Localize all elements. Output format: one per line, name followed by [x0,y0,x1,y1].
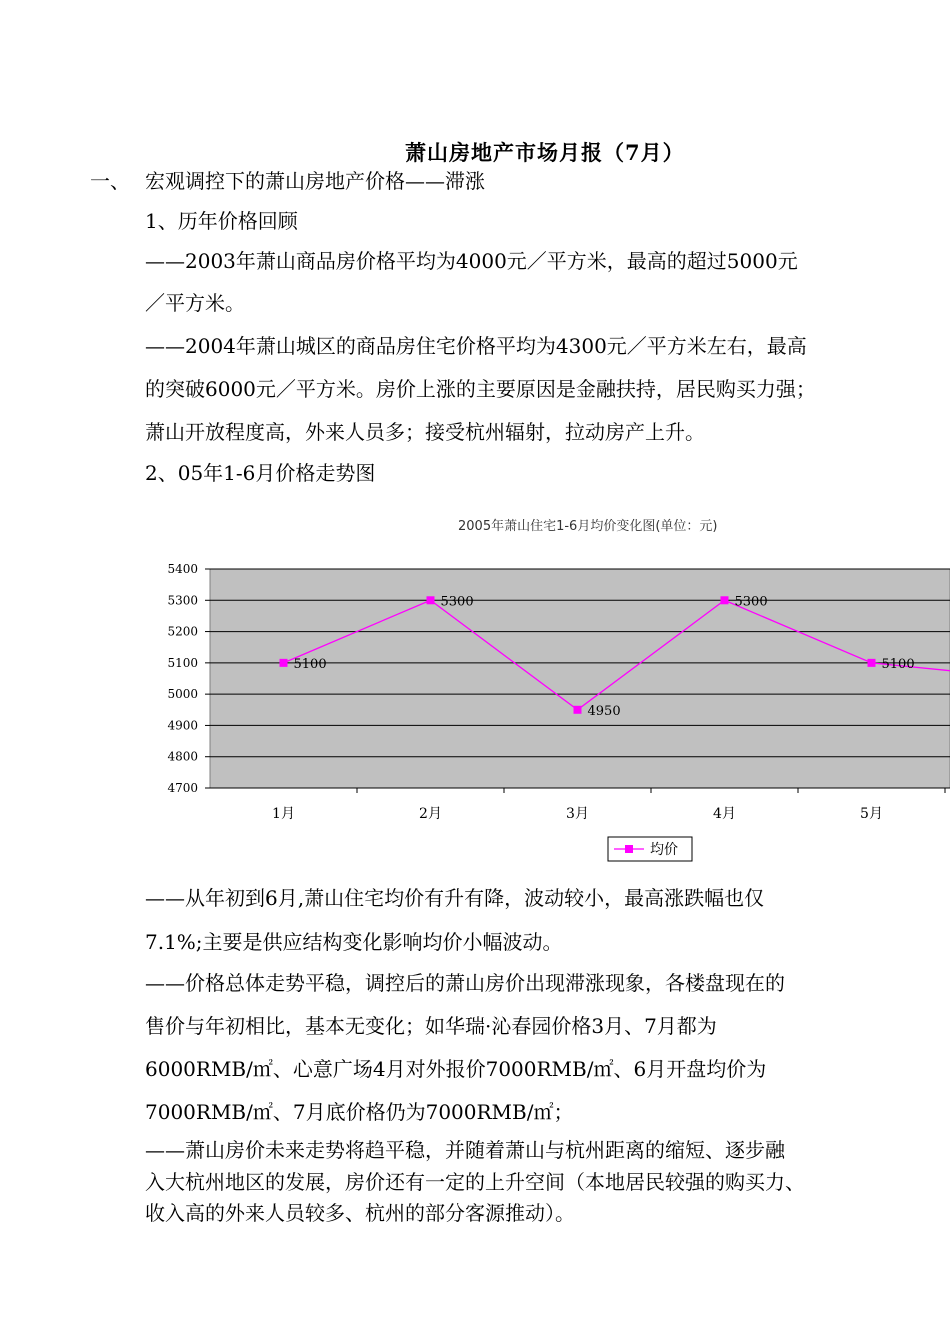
data-point [280,659,288,667]
paragraph-line: ——2003年萧山商品房价格平均为4000元／平方米，最高的超过5000元 [145,249,798,273]
paragraph-line: 萧山开放程度高，外来人员多；接受杭州辐射，拉动房产上升。 [145,420,705,444]
x-tick-label: 2月 [419,806,442,822]
data-label: 5100 [881,656,915,672]
paragraph-line: 入大杭州地区的发展，房价还有一定的上升空间（本地居民较强的购买力、 [145,1170,805,1194]
paragraph-line: ／平方米。 [145,291,245,315]
data-label: 5100 [293,656,327,672]
paragraph-line: ——价格总体走势平稳，调控后的萧山房价出现滞涨现象，各楼盘现在的 [145,971,785,995]
paragraph-line: 售价与年初相比，基本无变化；如华瑞·沁春园价格3月、7月都为 [145,1014,717,1038]
plot-area [210,569,950,788]
y-tick-label: 5300 [167,593,198,608]
subheading-chart: 2、05年1-6月价格走势图 [145,461,376,485]
y-tick-label: 4700 [167,781,198,795]
data-point [427,596,435,604]
y-tick-label: 4800 [167,749,198,764]
paragraph-line: ——2004年萧山城区的商品房住宅价格平均为4300元／平方米左右，最高 [145,334,807,358]
section-heading: 宏观调控下的萧山房地产价格——滞涨 [145,169,485,193]
data-point [721,596,729,604]
paragraph-line: 收入高的外来人员较多、杭州的部分客源推动）。 [145,1201,575,1225]
data-point [574,706,582,714]
y-tick-label: 5200 [167,624,198,639]
subheading-history: 1、历年价格回顾 [145,209,298,233]
paragraph-line: ——萧山房价未来走势将趋平稳，并随着萧山与杭州距离的缩短、逐步融 [145,1138,785,1162]
section-number: 一、 [90,169,130,193]
data-label: 5300 [734,594,768,610]
y-tick-label: 5400 [167,562,198,576]
x-tick-label: 4月 [713,806,736,822]
x-tick-label: 1月 [272,806,295,822]
data-label: 5300 [440,594,474,610]
x-tick-label: 3月 [566,806,589,822]
y-tick-label: 5100 [167,655,198,670]
chart-title: 2005年萧山住宅1-6月均价变化图(单位：元) [458,519,718,534]
y-tick-label: 4900 [167,718,198,733]
y-tick-label: 5000 [167,687,198,702]
paragraph-line: 的突破6000元／平方米。房价上涨的主要原因是金融扶持，居民购买力强； [145,377,816,401]
x-tick-label: 5月 [860,806,883,822]
data-label: 4950 [587,703,621,719]
legend-label: 均价 [650,842,678,858]
paragraph-line: 7000RMB/㎡、7月底价格仍为7000RMB/㎡； [145,1100,574,1124]
paragraph-line: 6000RMB/㎡、心意广场4月对外报价7000RMB/㎡、6月开盘均价为 [145,1057,767,1081]
data-point [868,659,876,667]
legend-marker [625,845,633,853]
paragraph-line: ——从年初到6月,萧山住宅均价有升有降，波动较小，最高涨跌幅也仅 [145,886,765,910]
page-title: 萧山房地产市场月报（7月） [405,140,685,165]
price-line-chart [0,540,950,870]
paragraph-line: 7.1%;主要是供应结构变化影响均价小幅波动。 [145,930,563,954]
